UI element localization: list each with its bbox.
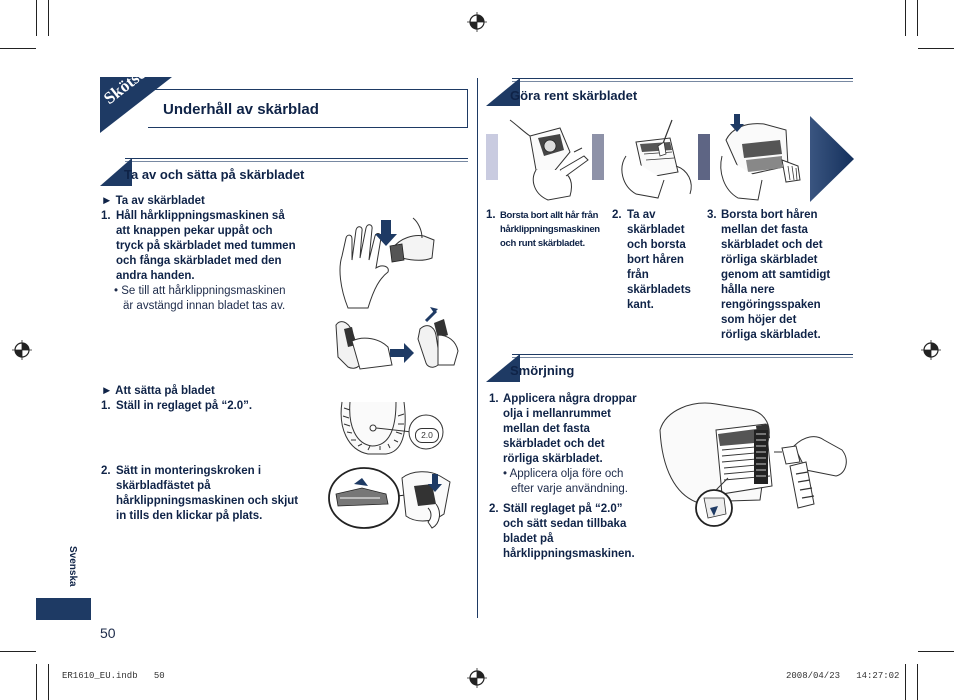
registration-mark-icon [12,340,32,360]
clean-step1-text [500,209,600,251]
attach-step2-number: 2. [101,465,111,477]
section-title-lubrication: Smörjning [510,363,575,378]
oiling-blade-illustration [656,390,852,540]
illustration-panel-gray [592,134,604,180]
crop-mark [905,664,906,700]
remove-heading: ► Ta av skärbladet [101,195,205,207]
crop-mark [0,48,36,49]
crop-mark [0,651,36,652]
dial-setting-illustration [338,398,456,456]
crop-mark [917,664,918,700]
text-line: mellan det fasta [503,423,590,435]
text-line: Borsta bort håren [721,209,818,221]
oil-step2-text [503,502,635,562]
registration-mark-icon [921,340,941,360]
text-line: Ta av [627,209,656,221]
text-line: bort håren [627,254,684,266]
text-line: bladet på [503,533,554,545]
column-divider [477,78,478,618]
text-line: Ställ reglaget på “2.0” [503,503,623,515]
crop-mark [917,0,918,36]
crop-mark [905,0,906,36]
illustration-panel-gray [698,134,710,180]
remove-step1-note [114,284,286,313]
text-line: hålla nere [721,284,775,296]
text-line: • Applicera olja före och [503,468,624,480]
text-line: genom att samtidigt [721,269,831,281]
crop-mark [36,664,37,700]
clean-step1-number: 1. [486,209,496,221]
text-line: hårklippningsmaskinen och skjut [116,495,299,507]
text-line: och sätt sedan tillbaka [503,518,627,530]
section-header-rule-thin [125,161,468,162]
clean-step2-number: 2. [612,209,622,221]
dial-label: 2.0 [415,428,439,443]
oil-step2-number: 2. [489,503,499,515]
text-line: hårklippningsmaskinen [500,224,600,235]
footer-date: 2008/04/23 14:27:02 [786,671,900,681]
text-line: andra handen. [116,270,195,282]
text-line: som höjer det [721,314,797,326]
brush-blade-edge-illustration [606,116,698,202]
text-line: skärbladet [627,224,685,236]
language-tab-label: Svenska [67,546,78,587]
illustration-panel-lavender [486,134,498,180]
next-arrow-icon [810,116,854,202]
page-number: 50 [100,625,116,641]
text-line: att knappen pekar uppåt och [116,225,273,237]
text-line: mellan det fasta [721,224,808,236]
registration-mark-icon [467,668,487,688]
text-line: rörliga skärbladet. [503,453,603,465]
oil-note [503,467,628,496]
text-line: hårklippningsmaskinen. [503,548,635,560]
remove-step1-number: 1. [101,210,111,222]
crop-mark [918,651,954,652]
section-tab-label: Skötsel [100,61,153,108]
text-line: kant. [627,299,654,311]
brush-between-blades-illustration [712,110,808,202]
text-line: rörliga skärbladet. [721,329,821,341]
text-line: skärbladets [627,284,691,296]
clean-step3-text [721,208,830,343]
text-line: efter varje användning. [511,482,628,495]
text-line: rengöringsspaken [721,299,821,311]
crop-mark [36,0,37,36]
removing-blade-illustration [330,305,465,373]
section-header-rule [125,158,468,159]
text-line: • Se till att hårklippningsmaskinen [114,285,286,297]
text-line: in tills den klickar på plats. [116,510,263,522]
text-line: skärbladet och det [503,438,605,450]
attach-step2-text [116,464,298,524]
text-line: olja i mellanrummet [503,408,612,420]
crop-mark [48,664,49,700]
section-header-rule [512,354,853,355]
brush-clipper-illustration [500,116,592,202]
text-line: Håll hårklippningsmaskinen så [116,210,285,222]
crop-mark [48,0,49,36]
attach-step1-number: 1. [101,400,111,412]
oil-step1-text [503,392,637,467]
text-line: och fånga skärbladet med den [116,255,282,267]
section-title-clean: Göra rent skärbladet [510,88,638,103]
text-line: är avstängd innan bladet tas av. [123,299,286,312]
text-line: Sätt in monteringskroken i [116,465,262,477]
attach-heading: ► Att sätta på bladet [101,385,215,397]
language-tab-bar [36,598,91,620]
text-line: Borsta bort allt hår från [500,210,599,221]
text-line: tryck på skärbladet med tummen [116,240,296,252]
remove-step1-text [116,209,296,284]
section-header-rule-thin [512,357,853,358]
oil-step1-number: 1. [489,393,499,405]
text-line: skärbladfästet på [116,480,211,492]
attach-step1-text: Ställ in reglaget på “2.0”. [116,400,253,412]
main-title: Underhåll av skärblad [163,101,319,118]
clean-step2-text [627,208,691,313]
clean-step3-number: 3. [707,209,717,221]
section-header-rule-thin [512,81,853,82]
text-line: skärbladet och det [721,239,823,251]
text-line: Applicera några droppar [503,393,637,405]
text-line: rörliga skärbladet [721,254,818,266]
hand-catching-blade-illustration [318,208,438,313]
text-line: från [627,269,649,281]
section-title-remove-attach: Ta av och sätta på skärbladet [124,167,305,182]
text-line: och runt skärbladet. [500,238,585,249]
section-header-rule [512,78,853,79]
crop-mark [918,48,954,49]
footer-file: ER1610_EU.indb 50 [62,671,165,681]
registration-mark-icon [467,12,487,32]
text-line: och borsta [627,239,686,251]
attaching-blade-illustration [328,464,464,530]
